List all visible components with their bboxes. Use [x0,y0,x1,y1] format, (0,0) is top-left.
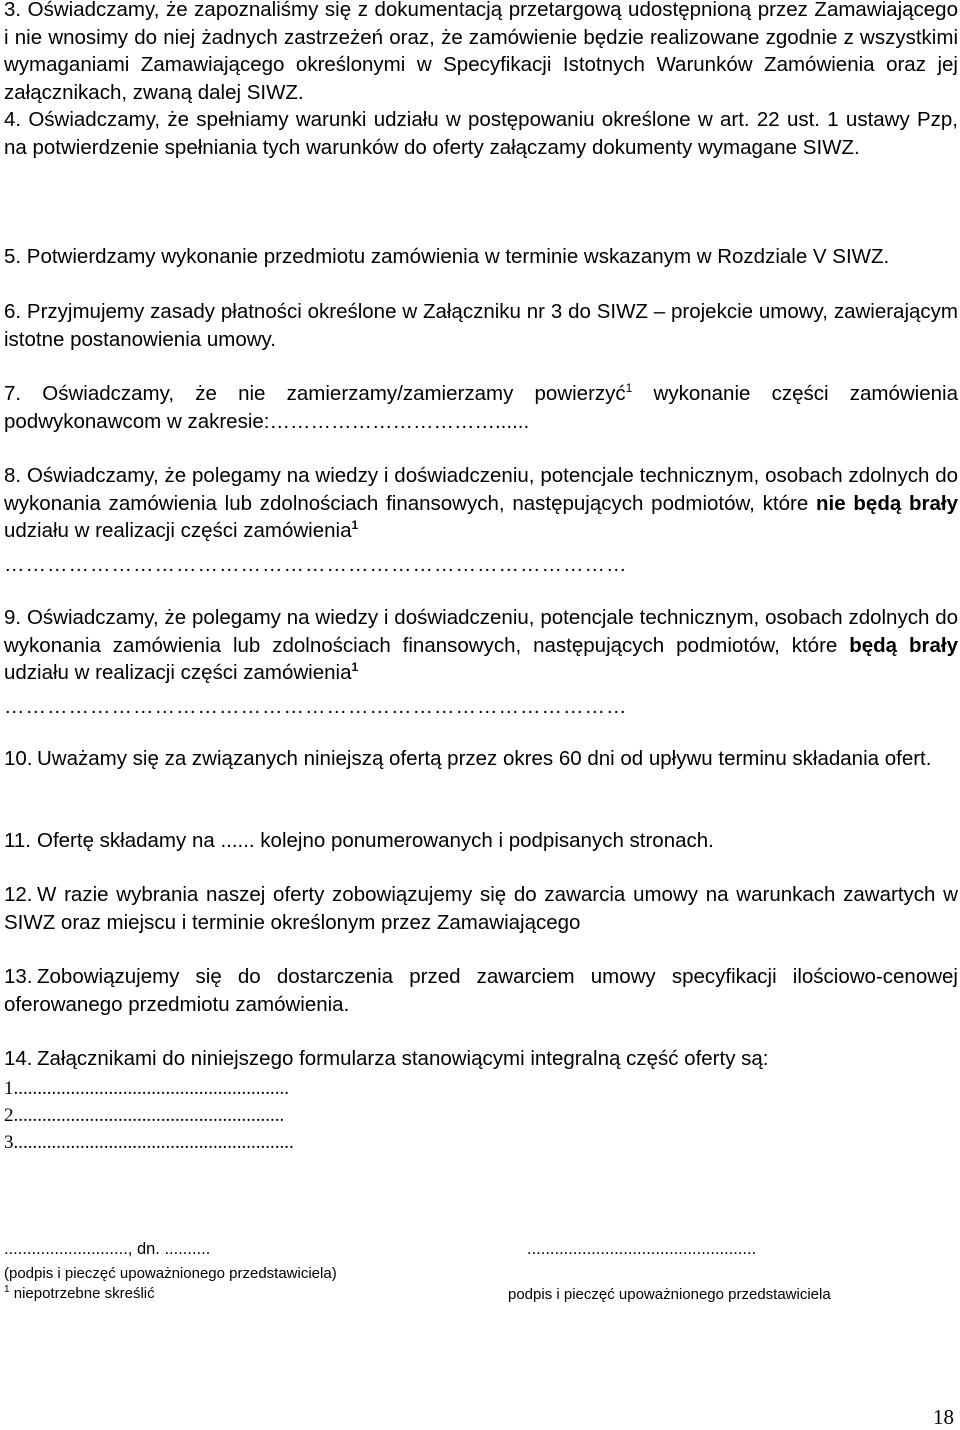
signature-caption-left: (podpis i pieczęć upoważnionego przedstawiciela) [4,1265,337,1282]
page-number: 18 [933,1405,954,1429]
attachment-1: 1.......................................................... [4,1078,289,1099]
item-10 [4,745,958,773]
item-7-text-cont: wykonanie części zamówienia podwykonawcom w zakresie: [4,382,958,433]
item-6: 6. Przyjmujemy zasady płatności określone w Załączniku nr 3 do SIWZ – projekcie umowy, zawierającym istotne postanowienia umowy. [4,300,958,351]
item-8-blank: …………………………………………………………………………… [4,553,628,576]
item-10-number: 10. [4,747,33,770]
item-9-text: 9. Oświadczamy, że polegamy na wiedzy i doświadczeniu, potencjale technicznym, osobach zdolnych do wykonania zamówienia lub zdolnościach finansowych, następujących podmiotów, które [4,606,958,657]
item-12-number: 12. [4,883,33,906]
item-13 [4,963,958,1018]
item-14-number: 14. [4,1047,33,1070]
item-11-number: 11. [4,829,31,852]
item-8-text: 8. Oświadczamy, że polegamy na wiedzy i doświadczeniu, potencjale technicznym, osobach zdolnych do wykonania zamówienia lub zdolnościach finansowych, następujących podmiotów, które [4,464,958,515]
item-14 [4,1045,958,1073]
item-7-footnote-ref: 1 [625,381,633,395]
signature-line: .................................................. [527,1240,757,1258]
item-9-emphasis: będą brały [849,633,959,657]
footnote-mark: 1 [4,1284,10,1295]
item-8-footnote-ref: 1 [351,518,359,532]
item-7 [4,380,958,435]
item-3: 3. Oświadczamy, że zapoznaliśmy się z dokumentacją przetargową udostępnioną przez Zamawiającego i nie wnosimy do niej żadnych zastrzeżeń oraz, że zamówienie będzie realizowane zgodnie z wszystkimi wymaganiami Zamawiającego określonymi w Specyfikacji Istotnych Warunków Zamówienia oraz jej załącznikach, zwaną dalej SIWZ. [4,0,958,104]
attachment-3: 3........................................................... [4,1132,294,1153]
item-5: 5. Potwierdzamy wykonanie przedmiotu zamówienia w terminie wskazanym w Rozdziale V SIWZ. [4,245,890,268]
item-9-footnote-ref: 1 [351,660,359,674]
item-9 [4,604,958,687]
item-13-text: Zobowiązujemy się do dostarczenia przed zawarciem umowy specyfikacji ilościowo-cenowej oferowanego przedmiotu zamówienia. [4,965,958,1016]
footnote [4,1285,155,1302]
signature-caption-right: podpis i pieczęć upoważnionego przedstawiciela [508,1286,831,1303]
item-8-emphasis: nie będą brały [816,491,959,515]
item-9-blank: …………………………………………………………………………… [4,695,628,718]
item-9-text-cont: udziału w realizacji części zamówienia [4,661,352,684]
item-10-text: Uważamy się za związanych niniejszą ofertą przez okres 60 dni od upływu terminu składania ofert. [37,747,932,770]
item-12 [4,881,958,936]
item-13-number: 13. [4,965,33,988]
footnote-text: niepotrzebne skreślić [9,1285,155,1302]
item-7-blank: ……………………………...... [269,409,530,433]
item-11 [4,827,958,855]
attachment-2: 2......................................................... [4,1105,285,1126]
item-7-text: 7. Oświadczamy, że nie zamierzamy/zamierzamy powierzyć [4,382,626,405]
place-date-line: ..........................., dn. .......... [4,1240,211,1258]
item-14-text: Załącznikami do niniejszego formularza stanowiącymi integralną część oferty są: [37,1047,769,1070]
item-8-text-cont: udziału w realizacji części zamówienia [4,519,352,542]
item-12-text: W razie wybrania naszej oferty zobowiązujemy się do zawarcia umowy na warunkach zawartych w SIWZ oraz miejscu i terminie określonym przez Zamawiającego [4,883,958,934]
item-11-text: Ofertę składamy na ...... kolejno ponumerowanych i podpisanych stronach. [37,829,714,852]
item-8 [4,462,958,545]
item-4: 4. Oświadczamy, że spełniamy warunki udziału w postępowaniu określone w art. 22 ust. 1 ustawy Pzp, na potwierdzenie spełniania tych warunków do oferty załączamy dokumenty wymagane SIWZ. [4,108,958,159]
